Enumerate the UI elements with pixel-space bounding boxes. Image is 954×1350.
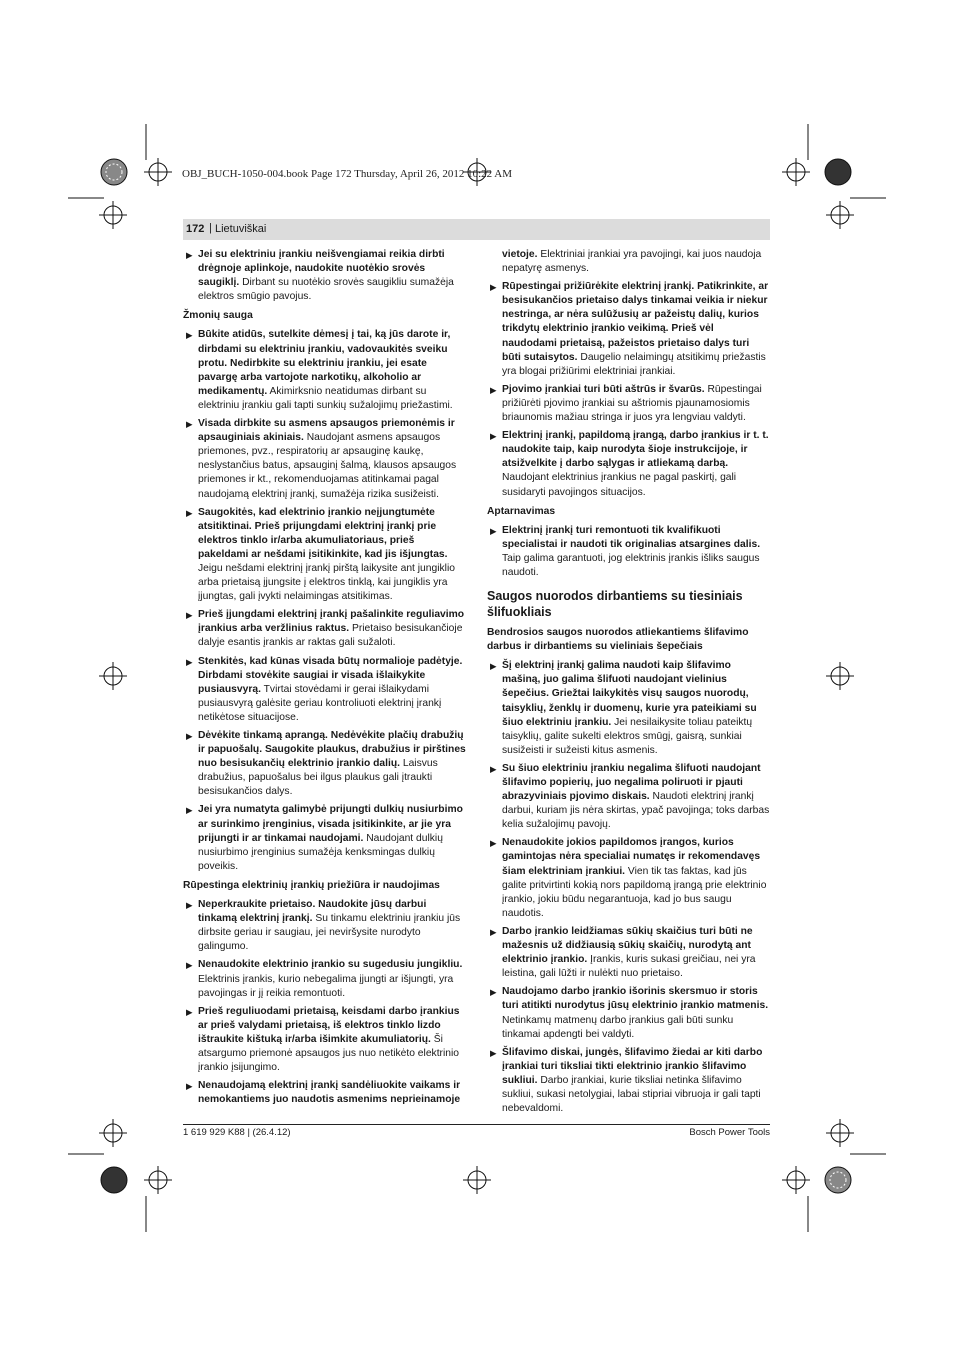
bullet-item: ▶ Nenaudokite elektrinio įrankio su sugedusiu jungikliu. Elektrinis įrankis, kurio nebegalima įjungti ar išjungti, yra pavojingas ir jį reikia remontuoti. bbox=[186, 959, 463, 999]
bullet-item: ▶ Darbo įrankio leidžiamas sūkių skaičius turi būti ne mažesnis už didžiausią sūkių skaičių, nurodytą ant elektrinio įrankio. Įrankis, kuris sukasi greičiau, nei yra leistina, gali lūžti ir nulėkti nuo prietaiso. bbox=[490, 925, 756, 980]
bullet-item: ▶ Elektrinį įrankį turi remontuoti tik kvalifikuoti specialistai ir naudoti tik originalias atsargines dalis. Taip galima garantuoti, jog elektrinis įrankis išliks saugus naudoti. bbox=[490, 524, 761, 578]
bullet-triangle-icon: ▶ bbox=[490, 838, 497, 849]
section-heading: Aptarnavimas bbox=[487, 505, 556, 517]
bullet-triangle-icon: ▶ bbox=[490, 282, 497, 293]
footer-brand: Bosch Power Tools bbox=[689, 1127, 770, 1138]
bullet-triangle-icon: ▶ bbox=[186, 731, 193, 741]
bullet-item: ▶ Su šiuo elektriniu įrankiu negalima šlifuoti naudojant šlifavimo popierių, juo negalima poliruoti ir pjauti abrazyviniais pjovimo diskais. Naudoti elektrinį įrankį darbui, kuriam jis nėra skirtas, ypač pavojinga; toks darbas kelia sužalojimų pavojų. bbox=[490, 762, 770, 831]
bullet-triangle-icon: ▶ bbox=[186, 960, 193, 971]
bullet-triangle-icon: ▶ bbox=[186, 250, 193, 260]
section-heading: Žmonių sauga bbox=[183, 310, 253, 322]
bullet-item: ▶ Nenaudojamą elektrinį įrankį sandėliuokite vaikams ir nemokantiems juo naudotis asmenims neprieinamoje bbox=[186, 1080, 461, 1106]
right-column bbox=[487, 248, 770, 1120]
section-heading: Bendrosios saugos nuorodos atliekantiems šlifavimo darbus ir dirbantiems su vieliniais šepečiais bbox=[487, 627, 749, 653]
bullet-triangle-icon: ▶ bbox=[490, 525, 497, 536]
bullet-item: ▶ Elektrinį įrankį, papildomą įrangą, darbo įrankius ir t. t. naudokite taip, kaip nurodyta šioje instrukcijoje, ir atsižvelkite į darbo sąlygas ir atliekamą darbą. Naudojant elektrinius įrankius ne pagal paskirtį, gali susidaryti pavojingos situacijos. bbox=[490, 430, 769, 498]
bullet-triangle-icon: ▶ bbox=[186, 330, 193, 341]
footer-rule bbox=[183, 1124, 770, 1125]
page-number: 172 bbox=[186, 223, 205, 235]
page-header bbox=[183, 219, 770, 240]
bullet-triangle-icon: ▶ bbox=[490, 384, 497, 395]
print-slug: OBJ_BUCH-1050-004.book Page 172 Thursday, April 26, 2012 10:22 AM bbox=[182, 168, 512, 180]
bullet-item: ▶ Nenaudokite jokios papildomos įrangos, kurios gamintojas nėra specialiai numatęs ir rekomendavęs šiam elektriniam įrankiui. Vien tik tas faktas, kad jūs galite pritvirtinti kokią nors papildomą įrangą prie elektrinio įrankio, jokiu būdu negarantuoja, kad jo bus saugu naudotis. bbox=[490, 837, 767, 919]
bullet-item: ▶ Jei su elektriniu įrankiu neišvengiamai reikia dirbti drėgnoje aplinkoje, naudokite nuotėkio srovės saugiklį. Dirbant su nuotėkio srovės saugikliu sumažėja elektros smūgio pavojus. bbox=[186, 249, 454, 303]
bullet-item: ▶ Šlifavimo diskai, jungės, šlifavimo žiedai ar kiti darbo įrankiai turi tiksliai tikti elektrinio įrankio šlifavimo sukliui. Darbo įrankiai, kurie tiksliai netinka šlifavimo sukliui, sukasi netolygiai, labai stipriai vibruoja ir gali tapti nebevaldomi. bbox=[490, 1046, 763, 1115]
chapter-title: Saugos nuorodos dirbantiems su tiesiniais šlifuokliais bbox=[487, 589, 743, 620]
left-column bbox=[183, 248, 466, 1111]
bullet-triangle-icon: ▶ bbox=[186, 1081, 193, 1092]
footer-doc-number: 1 619 929 K88 | (26.4.12) bbox=[183, 1127, 291, 1138]
bullet-triangle-icon: ▶ bbox=[186, 610, 193, 621]
header-separator: | bbox=[209, 222, 212, 234]
header-language: Lietuviškai bbox=[215, 223, 267, 235]
bullet-item: ▶ Naudojamo darbo įrankio išorinis skersmuo ir storis turi atitikti nurodytus jūsų elektrinio įrankio matmenis. Netinkamų matmenų darbo įrankius gali būti sunku tinkamai apdengti bei valdyti. bbox=[490, 986, 769, 1040]
bullet-triangle-icon: ▶ bbox=[186, 805, 193, 816]
bullet-triangle-icon: ▶ bbox=[186, 419, 193, 430]
bullet-item: ▶ Stenkitės, kad kūnas visada būtų normalioje padėtyje. Dirbdami stovėkite saugiai ir visada išlaikykite pusiausvyrą. Tvirtai stovėdami ir gerai išlaikydami pusiausvyrą galėsite geriau kontroliuoti elektrinį įrankį netikėtose situacijose. bbox=[186, 655, 463, 723]
bullet-triangle-icon: ▶ bbox=[186, 507, 193, 518]
bullet-triangle-icon: ▶ bbox=[186, 900, 193, 911]
bullet-triangle-icon: ▶ bbox=[490, 763, 497, 774]
bullet-triangle-icon: ▶ bbox=[186, 656, 193, 667]
bullet-triangle-icon: ▶ bbox=[490, 431, 497, 442]
bullet-item: ▶ Saugokitės, kad elektrinio įrankio neįjungtumėte atsitiktinai. Prieš prijungdami elektrinį įrankį prie elektros tinklo ir/arba akumuliatoriaus, prieš pakeldami ar nešdami įsitikinkite, kad jis išjungtas. Jeigu nešdami elektrinį įrankį pirštą laikysite ant jungiklio arba prietaisą įjungsite į elektros tinklą, kai jungiklis yra įjungtas, gali įvykti nelaimingas atsitikimas. bbox=[186, 506, 455, 603]
bullet-item: ▶ Visada dirbkite su asmens apsaugos priemonėmis ir apsauginiais akiniais. Naudojant asmens apsaugos priemones, pvz., respiratorių ar apsauginę kaukę, neslystančius batus, apsauginį šalmą, klausos apsaugos priemones ir kt., rekomenduojamas atitinkamai pagal naudojamą elektrinį įrankį, sumažėja rizika susižeisti. bbox=[186, 418, 457, 500]
bullet-item: ▶ Prieš įjungdami elektrinį įrankį pašalinkite reguliavimo įrankius arba veržlinius raktus. Prietaiso besisukančioje dalyje esantis įrankis ar raktas gali sužaloti. bbox=[186, 609, 465, 649]
section-heading: Rūpestinga elektrinių įrankių priežiūra ir naudojimas bbox=[183, 879, 440, 891]
bullet-triangle-icon: ▶ bbox=[490, 926, 497, 937]
bullet-triangle-icon: ▶ bbox=[490, 987, 497, 998]
bullet-triangle-icon: ▶ bbox=[490, 661, 497, 672]
bullet-item: ▶ Dėvėkite tinkamą aprangą. Nedėvėkite plačių drabužių ir papuošalų. Saugokite plaukus, drabužius ir pirštines nuo besisukančių elektrinio įrankio dalių. Laisvus drabužius, papuošalus bei ilgus plaukus gali įtraukti besisukančios dalys. bbox=[186, 730, 466, 798]
bullet-item: ▶ Jei yra numatyta galimybė prijungti dulkių nusiurbimo ar surinkimo įrenginius, visada įsitikinkite, ar jie yra prijungti ir ar tinkamai naudojami. Naudojant dulkių nusiurbimo įrenginius sumažėja kenksmingas dulkių poveikis. bbox=[186, 804, 463, 872]
bullet-item: ▶ Prieš reguliuodami prietaisą, keisdami darbo įrankius ar prieš valydami prietaisą, iš elektros tinklo lizdo ištraukite kištuką ir/arba išimkite akumuliatorių. Ši atsargumo priemonė apsaugos jus nuo netikėto elektrinio įrankio įsijungimo. bbox=[186, 1005, 460, 1074]
bullet-item: ▶ Pjovimo įrankiai turi būti aštrūs ir švarūs. Rūpestingai prižiūrėti pjovimo įrankiai su aštriomis pjaunamosiomis briaunomis mažiau stringa ir juos yra lengviau valdyti. bbox=[490, 383, 762, 424]
bullet-item: ▶ Būkite atidūs, sutelkite dėmesį į tai, ką jūs darote ir, dirbdami su elektriniu įrankiu, vadovaukitės sveiku protu. Nedirbkite su elektriniu įrankiu, jei esate pavargę arba vartojote narkotikų, alkoholio ar medikamentų. Akimirksnio neatidumas dirbant su elektriniu įrankiu gali tapti sunkių sužalojimų priežastimi. bbox=[186, 329, 453, 411]
bullet-item: ▶ Rūpestingai prižiūrėkite elektrinį įrankį. Patikrinkite, ar besisukančios prietaiso dalys tinkamai veikia ir niekur nestringa, ar nėra sulūžusių ar pažeistų dalių, kurios trikdytų elektrinio įrankio veikimą. Prieš vėl naudodami prietaisą, pažeistos prietaiso dalys turi būti sutaisytos. Daugelio nelaimingų atsitikimų priežastis yra blogai prižiūrimi elektriniai įrankiai. bbox=[490, 281, 769, 377]
bullet-item: ▶ Šį elektrinį įrankį galima naudoti kaip šlifavimo mašiną, juo galima šlifuoti naudojant vielinius šepečius. Griežtai laikykitės visų saugos nuorodų, taisyklių, ženklų ir duomenų, kurie yra pateikiami su šiuo elektriniu įrankiu. Jei nesilaikysite toliau pateiktų taisyklių, galite sukelti elektros smūgį, gaisrą, sunkiai susižeisti ir sužeisti kitus asmenis. bbox=[490, 660, 757, 756]
bullet-continuation: vietoje. Elektriniai įrankiai yra pavojingi, kai juos naudoja nepatyrę asmenys. bbox=[502, 249, 762, 275]
bullet-triangle-icon: ▶ bbox=[490, 1047, 497, 1058]
bullet-item: ▶ Neperkraukite prietaiso. Naudokite jūsų darbui tinkamą elektrinį įrankį. Su tinkamu elektriniu įrankiu jūs dirbsite geriau ir saugiau, jei neviršysite nurodyto galingumo. bbox=[186, 899, 461, 953]
bullet-triangle-icon: ▶ bbox=[186, 1006, 193, 1017]
